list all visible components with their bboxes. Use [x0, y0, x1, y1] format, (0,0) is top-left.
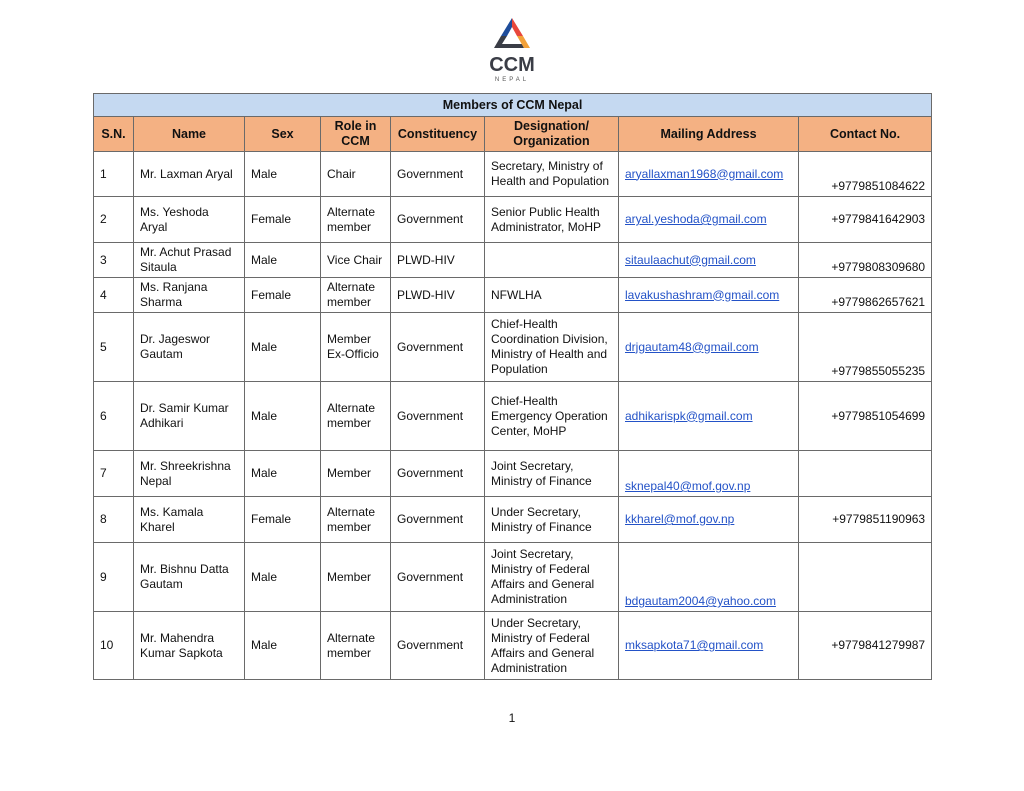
cell-designation-cell: [485, 451, 619, 497]
cell-constituency-cell: [391, 152, 485, 197]
cell-constituency-cell: [391, 243, 485, 278]
cell-sex: Male: [251, 166, 278, 181]
cell-name: Mr. Achut Prasad Sitaula: [140, 245, 232, 274]
members-table: [93, 93, 932, 680]
table-row: [94, 152, 932, 197]
cell-role: Chair: [327, 166, 356, 181]
cell-designation-cell: [485, 278, 619, 313]
cell-name: Mr. Shreekrishna Nepal: [140, 458, 231, 488]
cell-role: Vice Chair: [327, 252, 383, 267]
table-row: [94, 197, 932, 243]
cell-designation: Joint Secretary, Ministry of Finance: [491, 458, 592, 488]
cell-name-cell: [134, 497, 245, 543]
cell-sex: Female: [251, 512, 292, 526]
cell-role-cell: [321, 197, 391, 243]
cell-name: Mr. Laxman Aryal: [140, 166, 233, 181]
cell-contact: +9779851190963: [832, 512, 926, 526]
cell-role-cell: [321, 278, 391, 313]
cell-designation: Chief-Health Coordination Division, Ministry of Health and Population: [491, 317, 608, 376]
cell-sex-cell: [245, 152, 321, 197]
cell-constituency: Government: [397, 466, 464, 480]
cell-sn-cell: [94, 278, 134, 313]
cell-sn-cell: [94, 382, 134, 451]
header-name: Name: [134, 117, 245, 152]
cell-constituency-cell: [391, 197, 485, 243]
cell-sex-cell: [245, 278, 321, 313]
cell-constituency-cell: [391, 313, 485, 382]
cell-role: Alternate member: [327, 204, 376, 234]
cell-sex: Male: [251, 408, 278, 423]
cell-role: Member: [327, 466, 372, 480]
cell-sn-cell: [94, 313, 134, 382]
cell-sex-cell: [245, 382, 321, 451]
cell-contact-cell: [799, 497, 932, 543]
cell-contact-cell: [799, 451, 932, 497]
cell-sn-cell: [94, 543, 134, 612]
cell-sex-cell: [245, 243, 321, 278]
cell-role: Alternate member: [327, 401, 376, 430]
cell-contact-cell: [799, 278, 932, 313]
cell-contact: +9779841642903: [831, 212, 926, 226]
header-sex: Sex: [245, 117, 321, 152]
cell-contact: +9779841279987: [831, 638, 926, 652]
cell-role-cell: [321, 382, 391, 451]
cell-sex: Male: [251, 252, 278, 267]
cell-sex-cell: [245, 497, 321, 543]
cell-role-cell: [321, 243, 391, 278]
cell-contact: +9779862657621: [831, 295, 926, 309]
cell-role-cell: [321, 612, 391, 680]
header-mailing-address: Mailing Address: [619, 117, 799, 152]
cell-sn: 3: [100, 252, 107, 267]
cell-name-cell: [134, 451, 245, 497]
cell-role-cell: [321, 152, 391, 197]
cell-contact: +9779855055235: [831, 364, 926, 378]
cell-constituency: PLWD-HIV: [397, 252, 455, 267]
table-row: [94, 278, 932, 313]
table-row: [94, 612, 932, 680]
cell-contact-cell: [799, 313, 932, 382]
cell-sn-cell: [94, 497, 134, 543]
cell-email-cell: [619, 278, 799, 313]
cell-designation-cell: [485, 243, 619, 278]
cell-sex: Female: [251, 212, 292, 226]
cell-sn-cell: [94, 243, 134, 278]
cell-sex-cell: [245, 313, 321, 382]
table-header-row: [94, 117, 932, 152]
cell-contact-cell: [799, 382, 932, 451]
cell-sn: 7: [100, 466, 107, 480]
cell-constituency-cell: [391, 543, 485, 612]
cell-sn: 4: [100, 287, 107, 302]
cell-designation-cell: [485, 543, 619, 612]
cell-sn-cell: [94, 152, 134, 197]
header-designation: Designation/ Organization: [485, 117, 619, 152]
email-link[interactable]: aryal.yeshoda@gmail.com: [625, 212, 767, 226]
cell-email-cell: [619, 451, 799, 497]
cell-name: Mr. Mahendra Kumar Sapkota: [140, 630, 223, 660]
cell-constituency-cell: [391, 278, 485, 313]
cell-designation: Joint Secretary, Ministry of Federal Affairs and General Administration: [491, 547, 595, 606]
cell-contact-cell: [799, 197, 932, 243]
cell-designation-cell: [485, 382, 619, 451]
ccm-logo: [476, 14, 548, 86]
table-row: [94, 382, 932, 451]
cell-role-cell: [321, 451, 391, 497]
cell-name-cell: [134, 382, 245, 451]
cell-name-cell: [134, 243, 245, 278]
email-link[interactable]: sknepal40@mof.gov.np: [625, 479, 751, 493]
cell-sn: 8: [100, 512, 107, 526]
cell-name-cell: [134, 612, 245, 680]
cell-designation-cell: [485, 612, 619, 680]
cell-constituency: Government: [397, 339, 464, 354]
cell-email-cell: [619, 313, 799, 382]
cell-email-cell: [619, 543, 799, 612]
cell-name-cell: [134, 197, 245, 243]
email-link[interactable]: bdgautam2004@yahoo.com: [625, 594, 776, 608]
header-contact: Contact No.: [799, 117, 932, 152]
email-link[interactable]: aryallaxman1968@gmail.com: [625, 166, 784, 181]
cell-name-cell: [134, 313, 245, 382]
cell-sn-cell: [94, 197, 134, 243]
cell-role-cell: [321, 497, 391, 543]
cell-role-cell: [321, 313, 391, 382]
cell-sn: 2: [100, 212, 107, 226]
email-link[interactable]: sitaulaachut@gmail.com: [625, 252, 756, 267]
email-link[interactable]: lavakushashram@gmail.com: [625, 287, 780, 302]
cell-name-cell: [134, 278, 245, 313]
table-row: [94, 313, 932, 382]
table-row: [94, 497, 932, 543]
cell-constituency: Government: [397, 166, 464, 181]
cell-name: Ms. Yeshoda Aryal: [140, 204, 209, 234]
cell-sn-cell: [94, 451, 134, 497]
cell-email-cell: [619, 612, 799, 680]
cell-role: Member Ex-Officio: [327, 332, 379, 361]
cell-constituency-cell: [391, 612, 485, 680]
cell-name-cell: [134, 543, 245, 612]
cell-sex-cell: [245, 451, 321, 497]
cell-sn: 6: [100, 408, 107, 423]
cell-designation: Under Secretary, Ministry of Finance: [491, 504, 592, 534]
cell-name: Dr. Samir Kumar Adhikari: [140, 401, 229, 430]
cell-role: Alternate member: [327, 504, 376, 534]
cell-sn-cell: [94, 612, 134, 680]
header-sn: S.N.: [94, 117, 134, 152]
cell-sn: 10: [100, 638, 114, 652]
cell-sex-cell: [245, 543, 321, 612]
cell-constituency: Government: [397, 638, 464, 652]
cell-sex: Male: [251, 339, 278, 354]
header-role: Role in CCM: [321, 117, 391, 152]
cell-name-cell: [134, 152, 245, 197]
cell-contact-cell: [799, 152, 932, 197]
cell-designation: Under Secretary, Ministry of Federal Affairs and General Administration: [491, 615, 595, 675]
table-row: [94, 243, 932, 278]
table-row: [94, 543, 932, 612]
cell-sex: Male: [251, 638, 278, 652]
cell-designation-cell: [485, 313, 619, 382]
cell-role: Alternate member: [327, 280, 376, 309]
cell-constituency: Government: [397, 569, 464, 584]
cell-sn: 9: [100, 569, 107, 584]
cell-constituency-cell: [391, 382, 485, 451]
cell-designation: NFWLHA: [491, 287, 542, 302]
cell-constituency: Government: [397, 212, 464, 226]
page-number: 1: [508, 711, 516, 725]
cell-sn: 5: [100, 339, 107, 354]
cell-designation-cell: [485, 197, 619, 243]
header-constituency: Constituency: [391, 117, 485, 152]
cell-constituency-cell: [391, 497, 485, 543]
cell-email-cell: [619, 152, 799, 197]
cell-email-cell: [619, 497, 799, 543]
email-link[interactable]: adhikarispk@gmail.com: [625, 408, 753, 423]
cell-contact: +9779851084622: [831, 179, 926, 193]
cell-designation: Senior Public Health Administrator, MoHP: [491, 204, 602, 234]
cell-contact: +9779851054699: [831, 408, 926, 423]
cell-constituency: Government: [397, 512, 464, 526]
table-body: [94, 152, 932, 680]
cell-email-cell: [619, 382, 799, 451]
email-link[interactable]: kkharel@mof.gov.np: [625, 512, 735, 526]
cell-role: Member: [327, 569, 372, 584]
cell-email-cell: [619, 197, 799, 243]
cell-designation-cell: [485, 497, 619, 543]
cell-designation: Chief-Health Emergency Operation Center, MoHP: [491, 393, 608, 438]
email-link[interactable]: mksapkota71@gmail.com: [625, 638, 764, 652]
cell-sex-cell: [245, 197, 321, 243]
cell-contact-cell: [799, 243, 932, 278]
email-link[interactable]: drjgautam48@gmail.com: [625, 339, 759, 354]
cell-sex-cell: [245, 612, 321, 680]
cell-sn: 1: [100, 166, 107, 181]
cell-role-cell: [321, 543, 391, 612]
table-title: Members of CCM Nepal: [94, 94, 932, 117]
logo-subtext: NEPAL: [494, 77, 530, 83]
ccm-logo-icon: [476, 14, 548, 56]
cell-designation-cell: [485, 152, 619, 197]
cell-contact-cell: [799, 612, 932, 680]
cell-role: Alternate member: [327, 630, 376, 660]
cell-contact-cell: [799, 543, 932, 612]
cell-email-cell: [619, 243, 799, 278]
logo-text: CCM: [489, 54, 535, 76]
cell-constituency: PLWD-HIV: [397, 287, 455, 302]
table-row: [94, 451, 932, 497]
cell-name: Ms. Ranjana Sharma: [140, 280, 208, 309]
cell-name: Dr. Jageswor Gautam: [140, 332, 211, 361]
cell-sex: Female: [251, 287, 292, 302]
cell-constituency: Government: [397, 408, 464, 423]
cell-designation: Secretary, Ministry of Health and Population: [491, 159, 610, 188]
cell-constituency-cell: [391, 451, 485, 497]
cell-sex: Male: [251, 569, 278, 584]
cell-contact: +9779808309680: [831, 260, 926, 274]
cell-name: Mr. Bishnu Datta Gautam: [140, 562, 229, 591]
cell-sex: Male: [251, 466, 278, 480]
cell-name: Ms. Kamala Kharel: [140, 504, 204, 534]
